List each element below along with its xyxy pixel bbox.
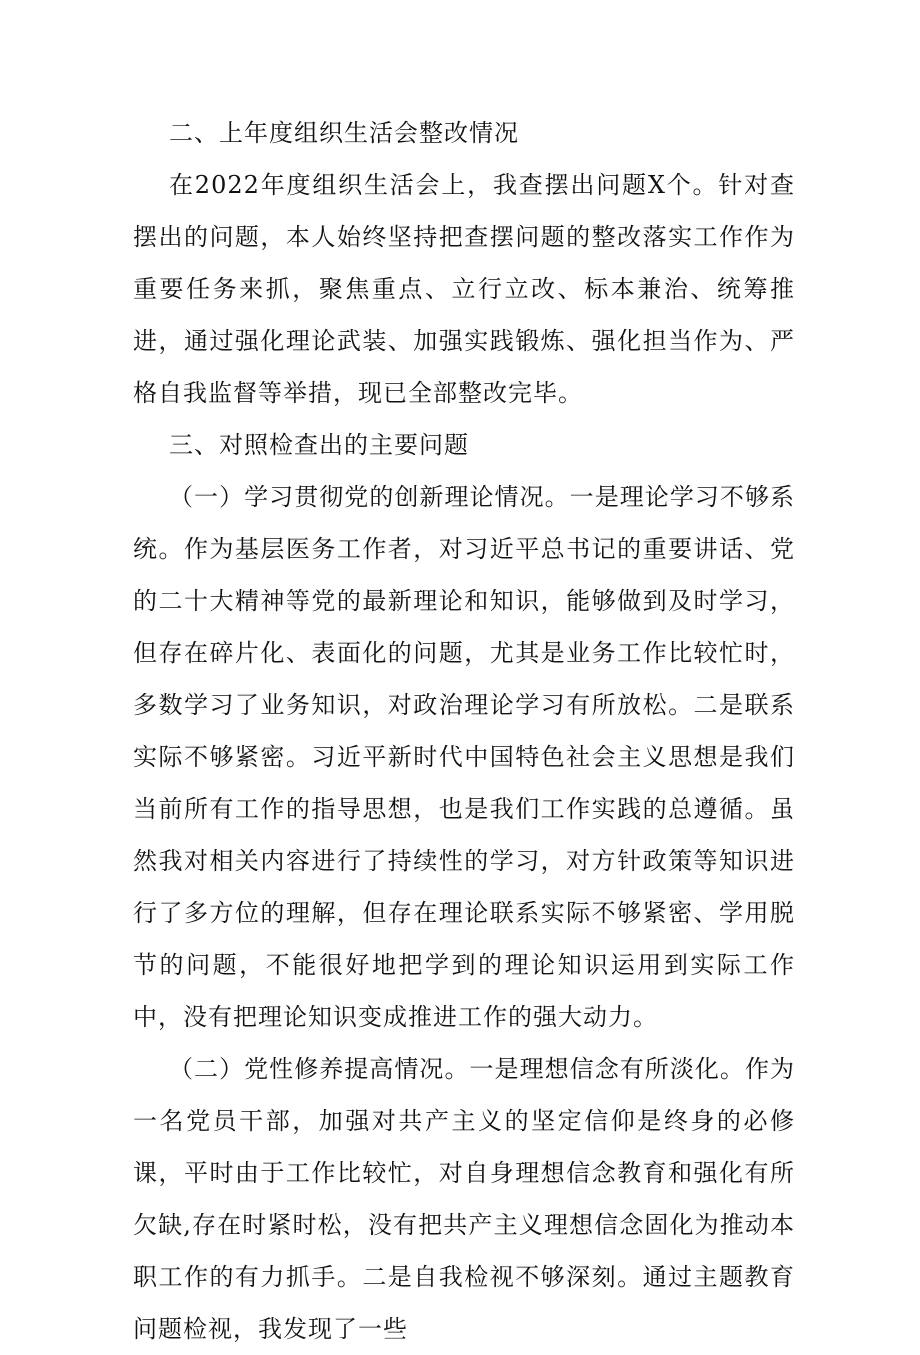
paragraph-theory-study: （一）学习贯彻党的创新理论情况。一是理论学习不够系统。作为基层医务工作者，对习近平总书记的重要讲话、党的二十大精神等党的最新理论和知识，能够做到及时学习，但存在碎片化、表面化的问题，尤其是业务工作比较忙时，多数学习了业务知识，对政治理论学习有所放松。二是联系实际不够紧密。习近平新时代中国特色社会主义思想是我们当前所有工作的指导思想，也是我们工作实践的总遵循。虽然我对相关内容进行了持续性的学习，对方针政策等知识进行了多方位的理解，但存在理论联系实际不够紧密、学用脱节的问题，不能很好地把学到的理论知识运用到实际工作中，没有把理论知识变成推进工作的强大动力。 bbox=[133, 483, 795, 1031]
paragraph-rectification-summary: 在2022年度组织生活会上，我查摆出问题X个。针对查摆出的问题，本人始终坚持把查摆问题的整改落实工作作为重要任务来抓，聚焦重点、立行立改、标本兼治、统筹推进，通过强化理论武装、加强实践锻炼、强化担当作为、严格自我监督等举措，现已全部整改完毕。 bbox=[133, 171, 795, 407]
paragraph-party-spirit: （二）党性修养提高情况。一是理想信念有所淡化。作为一名党员干部，加强对共产主义的坚定信仰是终身的必修课，平时由于工作比较忙，对自身理想信念教育和强化有所欠缺,存在时紧时松，没有把共产主义理想信念固化为推动本职工作的有力抓手。二是自我检视不够深刻。通过主题教育问题检视，我发现了一些 bbox=[133, 1055, 795, 1343]
document-body bbox=[133, 107, 795, 1355]
section-heading-main-problems: 三、对照检查出的主要问题 bbox=[169, 431, 469, 459]
section-heading-rectification: 二、上年度组织生活会整改情况 bbox=[169, 119, 519, 147]
